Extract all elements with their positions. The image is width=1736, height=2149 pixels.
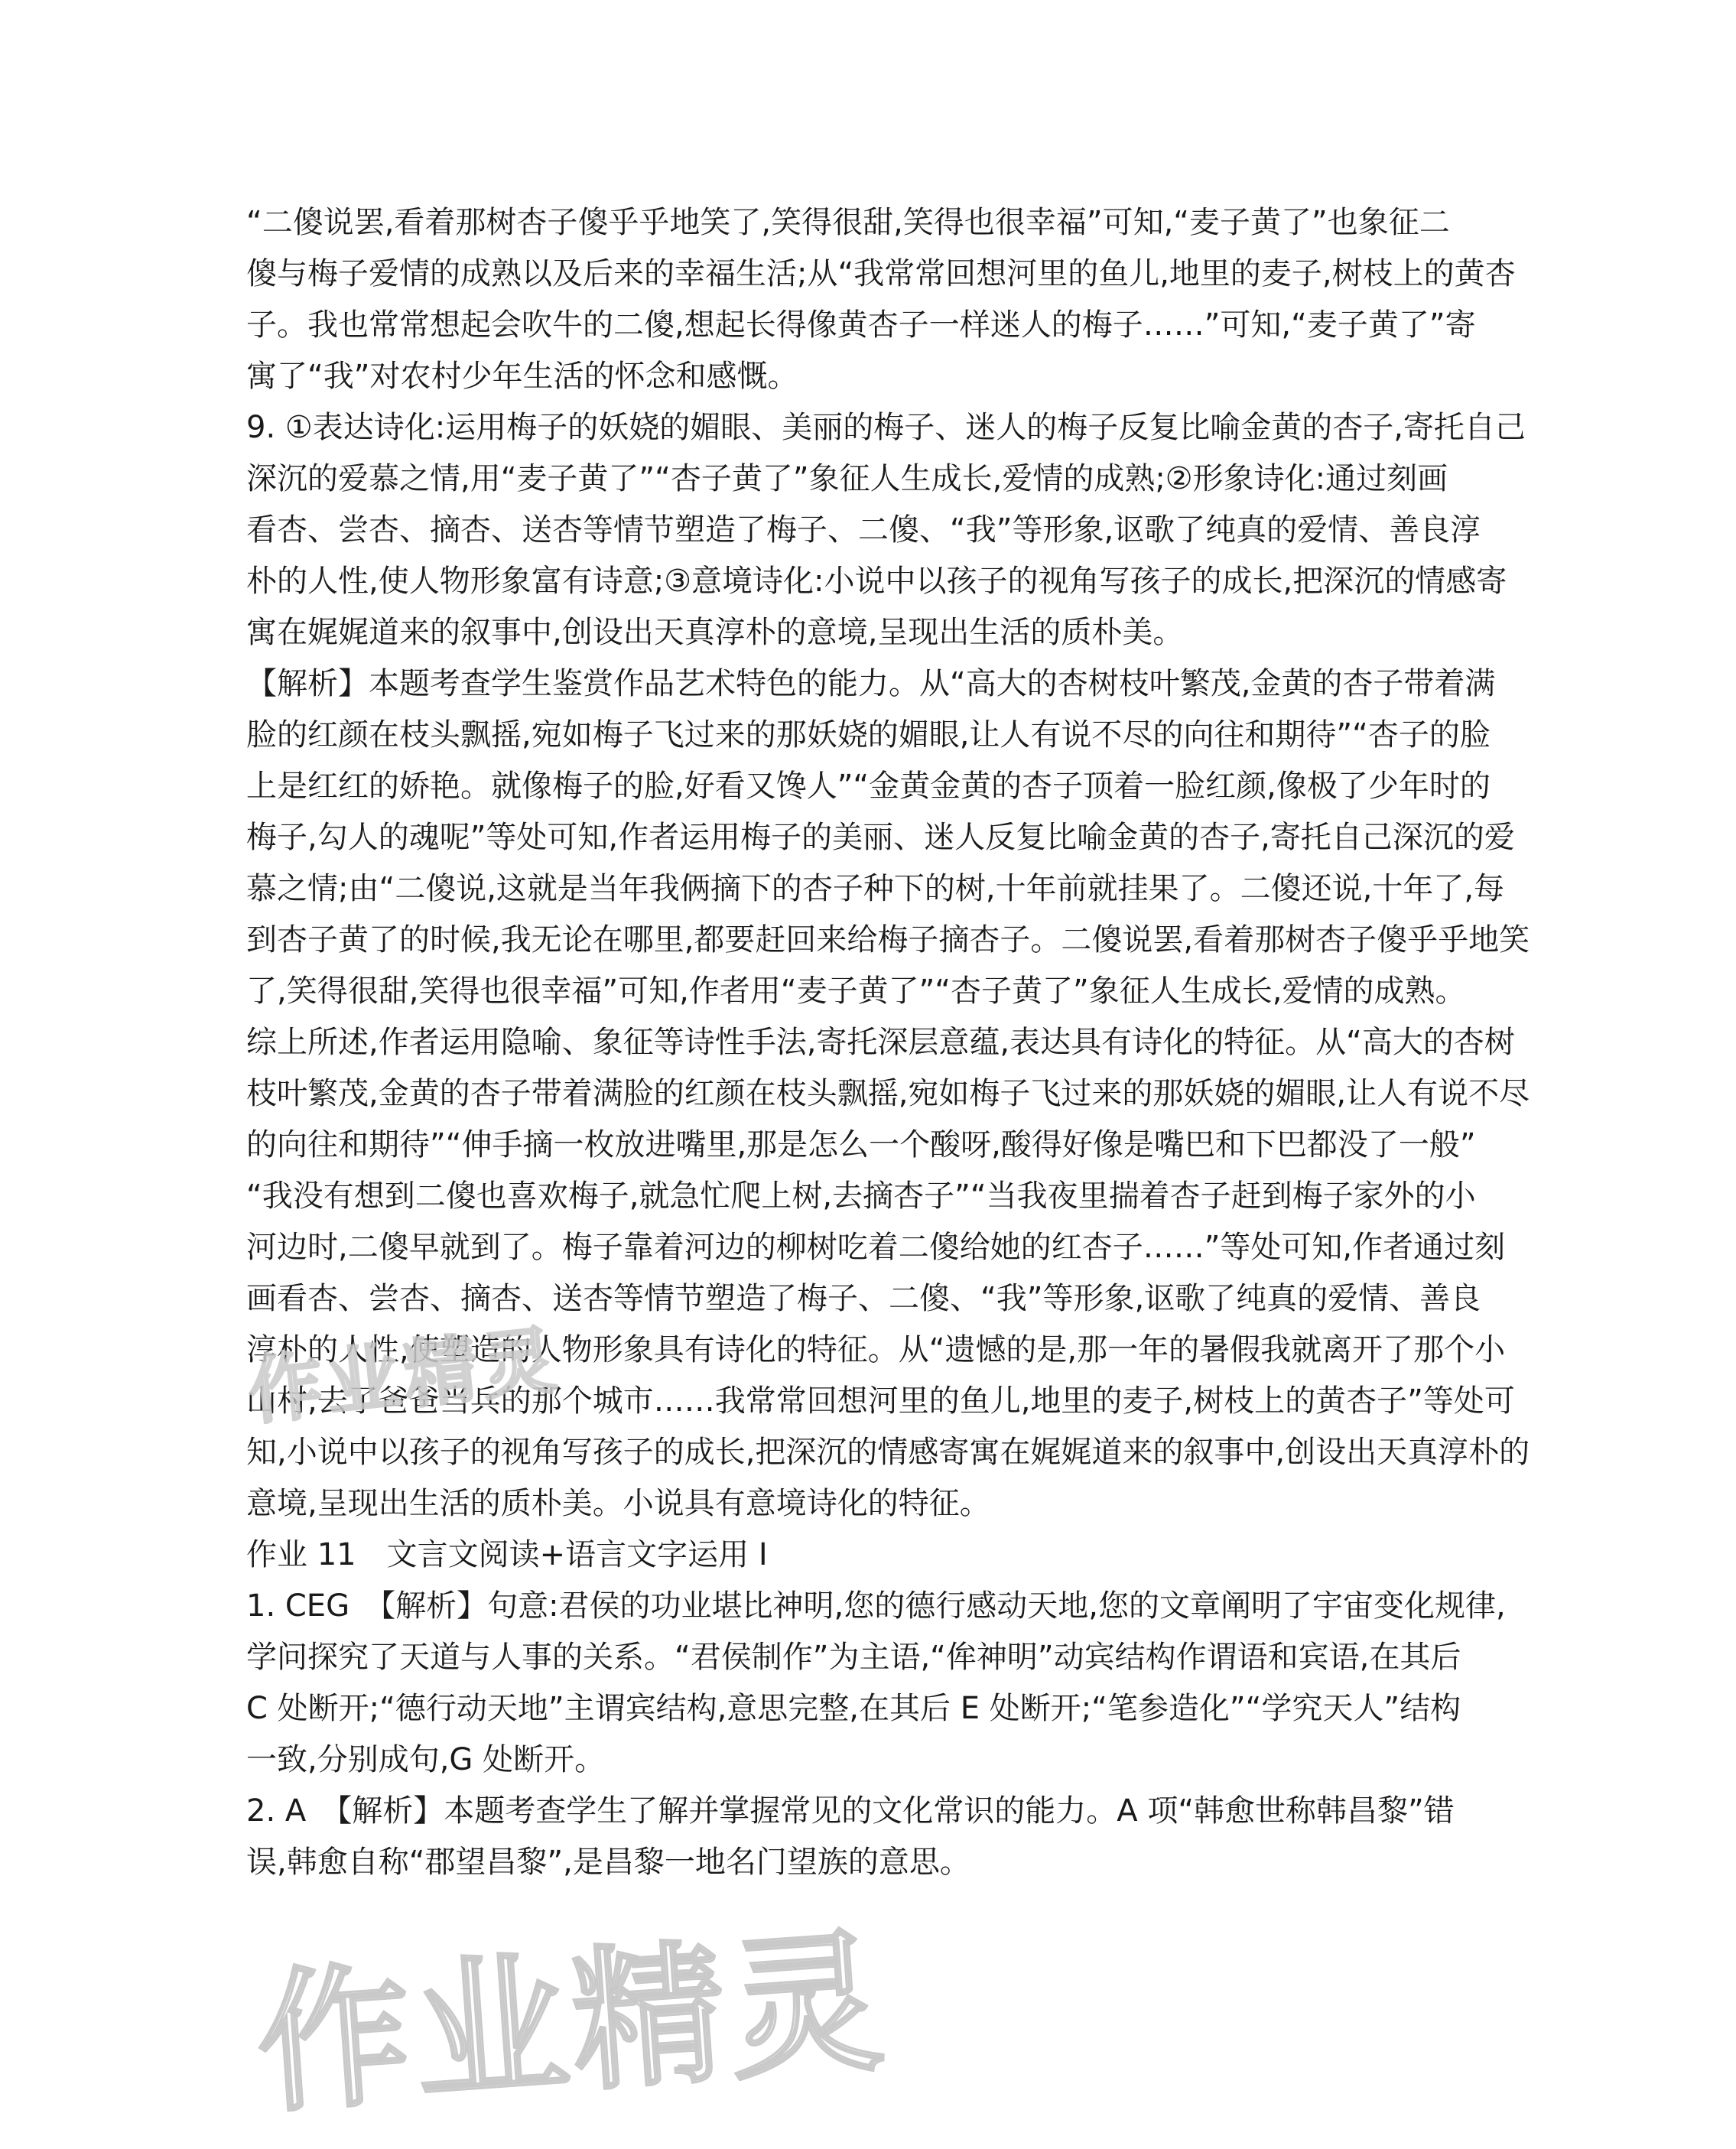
text-line: 寓在娓娓道来的叙事中,创设出天真淳朴的意境,呈现出生活的质朴美。 [246, 615, 1184, 650]
text-line: 子。我也常常想起会吹牛的二傻,想起长得像黄杏子一样迷人的梅子……”可知,“麦子黄了”寄 [246, 307, 1476, 343]
text-line: “二傻说罢,看着那树杏子傻乎乎地笑了,笑得很甜,笑得也很幸福”可知,“麦子黄了”也象征二 [246, 205, 1450, 240]
text-line: 9. ①表达诗化:运用梅子的妖娆的媚眼、美丽的梅子、迷人的梅子反复比喻金黄的杏子,寄托自己 [246, 410, 1526, 445]
text-line: 了,笑得很甜,笑得也很幸福”可知,作者用“麦子黄了”“杏子黄了”象征人生成长,爱情的成熟。 [246, 974, 1466, 1009]
text-line: 2. A 【解析】本题考查学生了解并掌握常见的文化常识的能力。A 项“韩愈世称韩昌黎”错 [246, 1793, 1455, 1829]
document-body [246, 197, 1530, 1888]
text-line: 的向往和期待”“伸手摘一枚放进嘴里,那是怎么一个酸呀,酸得好像是嘴巴和下巴都没了一般” [246, 1127, 1476, 1162]
watermark-bottom: 作业精灵 [252, 1913, 893, 2135]
text-line: 意境,呈现出生活的质朴美。小说具有意境诗化的特征。 [246, 1486, 990, 1521]
text-line: 寓了“我”对农村少年生活的怀念和感慨。 [246, 359, 798, 394]
text-line: 【解析】本题考查学生鉴赏作品艺术特色的能力。从“高大的杏树枝叶繁茂,金黄的杏子带着满 [246, 666, 1496, 701]
text-line: 画看杏、尝杏、摘杏、送杏等情节塑造了梅子、二傻、“我”等形象,讴歌了纯真的爱情、善良 [246, 1281, 1481, 1316]
section-heading: 作业 11 文言文阅读+语言文字运用 I [246, 1537, 768, 1572]
watermark-mid: 作业精灵 [245, 1317, 564, 1435]
text-line: 一致,分别成句,G 处断开。 [246, 1742, 606, 1777]
text-line: C 处断开;“德行动天地”主谓宾结构,意思完整,在其后 E 处断开;“笔参造化”“学究天人”结构 [246, 1691, 1461, 1726]
text-line: 深沉的爱慕之情,用“麦子黄了”“杏子黄了”象征人生成长,爱情的成熟;②形象诗化:通过刻画 [246, 461, 1448, 496]
text-line: 河边时,二傻早就到了。梅子靠着河边的柳树吃着二傻给她的红杏子……”等处可知,作者通过刻 [246, 1230, 1506, 1265]
text-line: 梅子,勾人的魂呢”等处可知,作者运用梅子的美丽、迷人反复比喻金黄的杏子,寄托自己深沉的爱 [246, 820, 1515, 855]
text-line: 山村,去了爸爸当兵的那个城市……我常常回想河里的鱼儿,地里的麦子,树枝上的黄杏子”等处可 [246, 1383, 1515, 1419]
text-line: 到杏子黄了的时候,我无论在哪里,都要赶回来给梅子摘杏子。二傻说罢,看着那树杏子傻乎乎地笑 [246, 922, 1530, 957]
text-line: 傻与梅子爱情的成熟以及后来的幸福生活;从“我常常回想河里的鱼儿,地里的麦子,树枝上的黄杏 [246, 256, 1516, 291]
text-line: 综上所述,作者运用隐喻、象征等诗性手法,寄托深层意蕴,表达具有诗化的特征。从“高大的杏树 [246, 1025, 1515, 1060]
text-line: “我没有想到二傻也喜欢梅子,就急忙爬上树,去摘杏子”“当我夜里揣着杏子赶到梅子家外的小 [246, 1179, 1476, 1214]
text-line: 学问探究了天道与人事的关系。“君侯制作”为主语,“侔神明”动宾结构作谓语和宾语,在其后 [246, 1640, 1461, 1675]
text-line: 上是红红的娇艳。就像梅子的脸,好看又馋人”“金黄金黄的杏子顶着一脸红颜,像极了少年时的 [246, 769, 1491, 804]
text-line: 淳朴的人性,使塑造的人物形象具有诗化的特征。从“遗憾的是,那一年的暑假我就离开了那个小 [246, 1332, 1506, 1367]
text-line: 朴的人性,使人物形象富有诗意;③意境诗化:小说中以孩子的视角写孩子的成长,把深沉的情感寄 [246, 564, 1507, 599]
text-line: 枝叶繁茂,金黄的杏子带着满脸的红颜在枝头飘摇,宛如梅子飞过来的那妖娆的媚眼,让人有说不尽 [246, 1076, 1530, 1111]
text-line: 脸的红颜在枝头飘摇,宛如梅子飞过来的那妖娆的媚眼,让人有说不尽的向往和期待”“杏子的脸 [246, 717, 1491, 753]
text-line: 1. CEG 【解析】句意:君侯的功业堪比神明,您的德行感动天地,您的文章阐明了宇宙变化规律, [246, 1588, 1506, 1624]
text-line: 误,韩愈自称“郡望昌黎”,是昌黎一地名门望族的意思。 [246, 1845, 970, 1880]
text-line: 看杏、尝杏、摘杏、送杏等情节塑造了梅子、二傻、“我”等形象,讴歌了纯真的爱情、善良淳 [246, 512, 1481, 548]
text-line: 慕之情;由“二傻说,这就是当年我俩摘下的杏子种下的树,十年前就挂果了。二傻还说,十年了,每 [246, 871, 1505, 906]
text-line: 知,小说中以孩子的视角写孩子的成长,把深沉的情感寄寓在娓娓道来的叙事中,创设出天真淳朴的 [246, 1435, 1530, 1470]
